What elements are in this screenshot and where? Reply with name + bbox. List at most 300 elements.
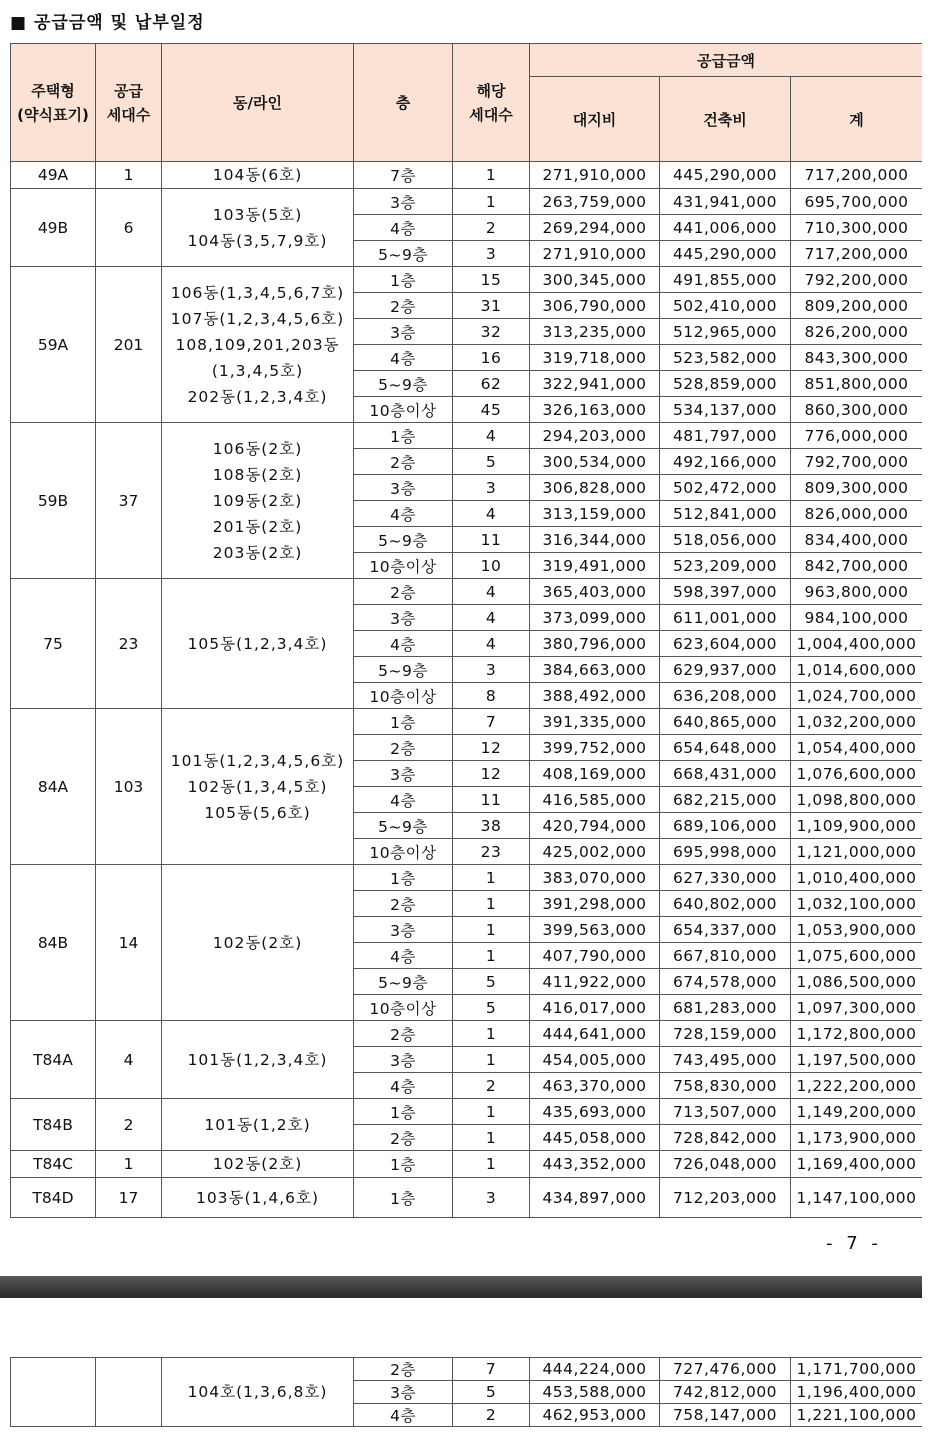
- floor-cell: 4층: [354, 1404, 453, 1427]
- building-price-cell: 431,941,000: [660, 189, 791, 215]
- land-price-cell: 380,796,000: [530, 631, 660, 657]
- floor-cell: 5~9층: [354, 657, 453, 683]
- land-price-cell: 391,298,000: [530, 891, 660, 917]
- building-price-cell: 627,330,000: [660, 865, 791, 891]
- building-price-cell: 726,048,000: [660, 1151, 791, 1178]
- floor-cell: 2층: [354, 293, 453, 319]
- floor-cell: 1층: [354, 1151, 453, 1178]
- floor-cell: 10층이상: [354, 995, 453, 1021]
- building-price-cell: 512,841,000: [660, 501, 791, 527]
- continuation-table: [10, 1357, 923, 1427]
- supply-units-cell: 2: [96, 1099, 162, 1151]
- units-cell: 1: [453, 1021, 530, 1047]
- total-price-cell: 984,100,000: [791, 605, 923, 631]
- building-price-cell: 502,410,000: [660, 293, 791, 319]
- units-cell: 4: [453, 423, 530, 449]
- header-total: 계: [791, 77, 923, 162]
- dong-line-cell: [162, 709, 354, 865]
- dong-line-text: 104동(6호): [212, 166, 303, 184]
- supply-units-cell: 1: [96, 162, 162, 189]
- floor-cell: 5~9층: [354, 371, 453, 397]
- land-price-cell: 416,585,000: [530, 787, 660, 813]
- header-units: 해당 세대수: [453, 44, 530, 162]
- total-price-cell: 792,700,000: [791, 449, 923, 475]
- units-cell: 3: [453, 475, 530, 501]
- housing-type-cell: 84B: [11, 865, 96, 1021]
- table-body: [11, 162, 923, 1218]
- land-price-cell: 462,953,000: [530, 1404, 660, 1427]
- units-cell: 3: [453, 241, 530, 267]
- land-price-cell: 391,335,000: [530, 709, 660, 735]
- building-price-cell: 742,812,000: [660, 1381, 791, 1404]
- units-cell: 11: [453, 787, 530, 813]
- total-price-cell: 1,171,700,000: [791, 1358, 923, 1381]
- housing-type-cell: 59A: [11, 267, 96, 423]
- dong-line-cell: [162, 1151, 354, 1178]
- building-price-cell: 695,998,000: [660, 839, 791, 865]
- dong-line-text: 108,109,201,203동: [175, 335, 340, 354]
- header-dong-line: 동/라인: [162, 44, 354, 162]
- dong-line-text: 106동(2호): [212, 439, 303, 458]
- table-row: [11, 1358, 923, 1381]
- header-supply-price: 공급금액: [530, 44, 923, 77]
- land-price-cell: 300,345,000: [530, 267, 660, 293]
- units-cell: 2: [453, 1404, 530, 1427]
- housing-type-cell: T84B: [11, 1099, 96, 1151]
- land-price-cell: 445,058,000: [530, 1125, 660, 1151]
- dong-line-text: 104동(3,5,7,9호): [187, 231, 328, 250]
- land-price-cell: 453,588,000: [530, 1381, 660, 1404]
- building-price-cell: 758,147,000: [660, 1404, 791, 1427]
- land-price-cell: 294,203,000: [530, 423, 660, 449]
- table-row: [11, 865, 923, 891]
- page-divider: [0, 1276, 926, 1298]
- building-price-cell: 640,802,000: [660, 891, 791, 917]
- land-price-cell: 384,663,000: [530, 657, 660, 683]
- units-cell: 1: [453, 162, 530, 189]
- units-cell: 5: [453, 969, 530, 995]
- dong-line-text: 203동(2호): [212, 543, 303, 562]
- total-price-cell: 842,700,000: [791, 553, 923, 579]
- table-row: [11, 162, 923, 189]
- total-price-cell: 1,032,200,000: [791, 709, 923, 735]
- units-cell: 1: [453, 943, 530, 969]
- building-price-cell: 667,810,000: [660, 943, 791, 969]
- land-price-cell: 271,910,000: [530, 241, 660, 267]
- land-price-cell: 444,641,000: [530, 1021, 660, 1047]
- units-cell: 3: [453, 657, 530, 683]
- building-price-cell: 629,937,000: [660, 657, 791, 683]
- dong-line-text: 105동(1,2,3,4호): [187, 634, 328, 653]
- units-cell: 1: [453, 189, 530, 215]
- units-cell: 1: [453, 1099, 530, 1125]
- total-price-cell: 1,054,400,000: [791, 735, 923, 761]
- total-price-cell: 1,172,800,000: [791, 1021, 923, 1047]
- units-cell: 1: [453, 917, 530, 943]
- building-price-cell: 445,290,000: [660, 162, 791, 189]
- total-price-cell: 843,300,000: [791, 345, 923, 371]
- total-price-cell: 695,700,000: [791, 189, 923, 215]
- section-title: ■ 공급금액 및 납부일정: [10, 13, 205, 33]
- dong-line-text: 101동(1,2,3,4호): [187, 1050, 328, 1069]
- building-price-cell: 523,582,000: [660, 345, 791, 371]
- total-price-cell: 1,024,700,000: [791, 683, 923, 709]
- header-building: 건축비: [660, 77, 791, 162]
- land-price-cell: 316,344,000: [530, 527, 660, 553]
- housing-type-cell: T84A: [11, 1021, 96, 1099]
- land-price-cell: 313,235,000: [530, 319, 660, 345]
- floor-cell: 4층: [354, 215, 453, 241]
- building-price-cell: 534,137,000: [660, 397, 791, 423]
- dong-line-text: 102동(2호): [212, 1155, 303, 1173]
- land-price-cell: 388,492,000: [530, 683, 660, 709]
- total-price-cell: 1,197,500,000: [791, 1047, 923, 1073]
- total-price-cell: 1,014,600,000: [791, 657, 923, 683]
- building-price-cell: 728,159,000: [660, 1021, 791, 1047]
- land-price-cell: 319,718,000: [530, 345, 660, 371]
- building-price-cell: 441,006,000: [660, 215, 791, 241]
- supply-units-cell: 6: [96, 189, 162, 267]
- floor-cell: 5~9층: [354, 241, 453, 267]
- total-price-cell: 851,800,000: [791, 371, 923, 397]
- housing-type-cell: 75: [11, 579, 96, 709]
- land-price-cell: 463,370,000: [530, 1073, 660, 1099]
- header-housing-type: 주택형 (약식표기): [11, 44, 96, 162]
- header-supply-units: 공급 세대수: [96, 44, 162, 162]
- total-price-cell: 1,098,800,000: [791, 787, 923, 813]
- housing-type-cell: T84D: [11, 1178, 96, 1218]
- land-price-cell: 408,169,000: [530, 761, 660, 787]
- land-price-cell: 435,693,000: [530, 1099, 660, 1125]
- land-price-cell: 373,099,000: [530, 605, 660, 631]
- dong-line-text: 103동(5호): [212, 205, 303, 224]
- floor-cell: 2층: [354, 1021, 453, 1047]
- land-price-cell: 411,922,000: [530, 969, 660, 995]
- units-cell: 4: [453, 579, 530, 605]
- units-cell: 2: [453, 215, 530, 241]
- floor-cell: 3층: [354, 917, 453, 943]
- floor-cell: 3층: [354, 319, 453, 345]
- land-price-cell: 383,070,000: [530, 865, 660, 891]
- units-cell: 31: [453, 293, 530, 319]
- floor-cell: 1층: [354, 267, 453, 293]
- land-price-cell: 399,752,000: [530, 735, 660, 761]
- supply-units-cell: 17: [96, 1178, 162, 1218]
- total-price-cell: 710,300,000: [791, 215, 923, 241]
- units-cell: 32: [453, 319, 530, 345]
- total-price-cell: 1,121,000,000: [791, 839, 923, 865]
- dong-line-text: 108동(2호): [212, 465, 303, 484]
- land-price-cell: 263,759,000: [530, 189, 660, 215]
- floor-cell: 2층: [354, 579, 453, 605]
- units-cell: 5: [453, 995, 530, 1021]
- table-row: [11, 1021, 923, 1047]
- dong-line-cell: [162, 865, 354, 1021]
- units-cell: 8: [453, 683, 530, 709]
- units-cell: 4: [453, 631, 530, 657]
- building-price-cell: 598,397,000: [660, 579, 791, 605]
- land-price-cell: 300,534,000: [530, 449, 660, 475]
- page-number: - 7 -: [826, 1233, 882, 1254]
- land-price-cell: 326,163,000: [530, 397, 660, 423]
- building-price-cell: 668,431,000: [660, 761, 791, 787]
- building-price-cell: 654,337,000: [660, 917, 791, 943]
- supply-units-cell: [96, 1358, 162, 1427]
- floor-cell: 1층: [354, 1178, 453, 1218]
- supply-price-table: [10, 43, 923, 1218]
- building-price-cell: 445,290,000: [660, 241, 791, 267]
- building-price-cell: 743,495,000: [660, 1047, 791, 1073]
- supply-units-cell: 37: [96, 423, 162, 579]
- units-cell: 7: [453, 709, 530, 735]
- total-price-cell: 1,173,900,000: [791, 1125, 923, 1151]
- dong-line-text: 101동(1,2,3,4,5,6호): [170, 751, 345, 770]
- floor-cell: 1층: [354, 709, 453, 735]
- housing-type-cell: [11, 1358, 96, 1427]
- land-price-cell: 444,224,000: [530, 1358, 660, 1381]
- floor-cell: 4층: [354, 345, 453, 371]
- total-price-cell: 1,075,600,000: [791, 943, 923, 969]
- dong-line-text: 202동(1,2,3,4호): [187, 387, 328, 406]
- building-price-cell: 502,472,000: [660, 475, 791, 501]
- floor-cell: 5~9층: [354, 527, 453, 553]
- total-price-cell: 809,200,000: [791, 293, 923, 319]
- units-cell: 62: [453, 371, 530, 397]
- land-price-cell: 306,828,000: [530, 475, 660, 501]
- total-price-cell: 776,000,000: [791, 423, 923, 449]
- total-price-cell: 1,169,400,000: [791, 1151, 923, 1178]
- building-price-cell: 682,215,000: [660, 787, 791, 813]
- land-price-cell: 313,159,000: [530, 501, 660, 527]
- total-price-cell: 717,200,000: [791, 162, 923, 189]
- units-cell: 16: [453, 345, 530, 371]
- floor-cell: 3층: [354, 605, 453, 631]
- land-price-cell: 407,790,000: [530, 943, 660, 969]
- floor-cell: 4층: [354, 787, 453, 813]
- units-cell: 5: [453, 1381, 530, 1404]
- total-price-cell: 1,004,400,000: [791, 631, 923, 657]
- table-row: [11, 1151, 923, 1178]
- supply-units-cell: 201: [96, 267, 162, 423]
- dong-line-text: (1,3,4,5호): [211, 361, 304, 380]
- land-price-cell: 434,897,000: [530, 1178, 660, 1218]
- land-price-cell: 416,017,000: [530, 995, 660, 1021]
- dong-line-cell: [162, 423, 354, 579]
- housing-type-cell: T84C: [11, 1151, 96, 1178]
- floor-cell: 1층: [354, 1099, 453, 1125]
- building-price-cell: 611,001,000: [660, 605, 791, 631]
- header-land: 대지비: [530, 77, 660, 162]
- total-price-cell: 860,300,000: [791, 397, 923, 423]
- total-price-cell: 826,200,000: [791, 319, 923, 345]
- floor-cell: 5~9층: [354, 813, 453, 839]
- total-price-cell: 1,221,100,000: [791, 1404, 923, 1427]
- total-price-cell: 834,400,000: [791, 527, 923, 553]
- land-price-cell: 454,005,000: [530, 1047, 660, 1073]
- dong-line-cell: [162, 267, 354, 423]
- dong-line-text: 102동(2호): [212, 933, 303, 952]
- dong-line-text: 104호(1,3,6,8호): [187, 1383, 328, 1401]
- building-price-cell: 492,166,000: [660, 449, 791, 475]
- total-price-cell: 1,032,100,000: [791, 891, 923, 917]
- floor-cell: 2층: [354, 1125, 453, 1151]
- floor-cell: 3층: [354, 189, 453, 215]
- total-price-cell: 1,109,900,000: [791, 813, 923, 839]
- housing-type-cell: 84A: [11, 709, 96, 865]
- building-price-cell: 713,507,000: [660, 1099, 791, 1125]
- land-price-cell: 365,403,000: [530, 579, 660, 605]
- dong-line-text: 106동(1,3,4,5,6,7호): [170, 283, 345, 302]
- building-price-cell: 640,865,000: [660, 709, 791, 735]
- dong-line-text: 102동(1,3,4,5호): [187, 777, 328, 796]
- supply-units-cell: 14: [96, 865, 162, 1021]
- floor-cell: 1층: [354, 423, 453, 449]
- building-price-cell: 654,648,000: [660, 735, 791, 761]
- table-row: [11, 1178, 923, 1218]
- floor-cell: 3층: [354, 761, 453, 787]
- building-price-cell: 512,965,000: [660, 319, 791, 345]
- land-price-cell: 420,794,000: [530, 813, 660, 839]
- units-cell: 12: [453, 735, 530, 761]
- building-price-cell: 758,830,000: [660, 1073, 791, 1099]
- table-row: [11, 1099, 923, 1125]
- units-cell: 45: [453, 397, 530, 423]
- building-price-cell: 674,578,000: [660, 969, 791, 995]
- land-price-cell: 306,790,000: [530, 293, 660, 319]
- floor-cell: 3층: [354, 1047, 453, 1073]
- land-price-cell: 271,910,000: [530, 162, 660, 189]
- building-price-cell: 523,209,000: [660, 553, 791, 579]
- dong-line-text: 101동(1,2호): [204, 1115, 311, 1134]
- dong-line-cell: [162, 162, 354, 189]
- floor-cell: 4층: [354, 1073, 453, 1099]
- units-cell: 1: [453, 1151, 530, 1178]
- total-price-cell: 792,200,000: [791, 267, 923, 293]
- total-price-cell: 1,053,900,000: [791, 917, 923, 943]
- total-price-cell: 1,097,300,000: [791, 995, 923, 1021]
- floor-cell: 3층: [354, 1381, 453, 1404]
- land-price-cell: 425,002,000: [530, 839, 660, 865]
- floor-cell: 10층이상: [354, 683, 453, 709]
- floor-cell: 2층: [354, 449, 453, 475]
- building-price-cell: 636,208,000: [660, 683, 791, 709]
- table-row: [11, 189, 923, 215]
- units-cell: 5: [453, 449, 530, 475]
- header-floor: 층: [354, 44, 453, 162]
- floor-cell: 4층: [354, 501, 453, 527]
- housing-type-cell: 49B: [11, 189, 96, 267]
- table-row: [11, 579, 923, 605]
- units-cell: 3: [453, 1178, 530, 1218]
- units-cell: 38: [453, 813, 530, 839]
- units-cell: 1: [453, 1047, 530, 1073]
- total-price-cell: 717,200,000: [791, 241, 923, 267]
- dong-line-text: 109동(2호): [212, 491, 303, 510]
- land-price-cell: 322,941,000: [530, 371, 660, 397]
- table-row: [11, 709, 923, 735]
- floor-cell: 7층: [354, 162, 453, 189]
- land-price-cell: 399,563,000: [530, 917, 660, 943]
- floor-cell: 5~9층: [354, 969, 453, 995]
- units-cell: 4: [453, 501, 530, 527]
- dong-line-cell: [162, 1358, 354, 1427]
- units-cell: 1: [453, 1125, 530, 1151]
- units-cell: 4: [453, 605, 530, 631]
- floor-cell: 10층이상: [354, 553, 453, 579]
- table-row: [11, 423, 923, 449]
- units-cell: 23: [453, 839, 530, 865]
- supply-units-cell: 4: [96, 1021, 162, 1099]
- units-cell: 1: [453, 891, 530, 917]
- total-price-cell: 1,086,500,000: [791, 969, 923, 995]
- building-price-cell: 727,476,000: [660, 1358, 791, 1381]
- land-price-cell: 443,352,000: [530, 1151, 660, 1178]
- building-price-cell: 712,203,000: [660, 1178, 791, 1218]
- units-cell: 7: [453, 1358, 530, 1381]
- building-price-cell: 728,842,000: [660, 1125, 791, 1151]
- total-price-cell: 1,149,200,000: [791, 1099, 923, 1125]
- total-price-cell: 1,010,400,000: [791, 865, 923, 891]
- dong-line-text: 103동(1,4,6호): [195, 1188, 320, 1207]
- building-price-cell: 491,855,000: [660, 267, 791, 293]
- units-cell: 15: [453, 267, 530, 293]
- table-row: [11, 267, 923, 293]
- total-price-cell: 809,300,000: [791, 475, 923, 501]
- continuation-body: [11, 1358, 923, 1427]
- total-price-cell: 1,196,400,000: [791, 1381, 923, 1404]
- units-cell: 1: [453, 865, 530, 891]
- dong-line-text: 105동(5,6호): [204, 803, 311, 822]
- dong-line-cell: [162, 1178, 354, 1218]
- dong-line-text: 107동(1,2,3,4,5,6호): [170, 309, 345, 328]
- total-price-cell: 1,076,600,000: [791, 761, 923, 787]
- building-price-cell: 481,797,000: [660, 423, 791, 449]
- land-price-cell: 269,294,000: [530, 215, 660, 241]
- supply-units-cell: 1: [96, 1151, 162, 1178]
- dong-line-cell: [162, 1099, 354, 1151]
- units-cell: 10: [453, 553, 530, 579]
- dong-line-cell: [162, 189, 354, 267]
- building-price-cell: 623,604,000: [660, 631, 791, 657]
- units-cell: 11: [453, 527, 530, 553]
- floor-cell: 10층이상: [354, 397, 453, 423]
- building-price-cell: 681,283,000: [660, 995, 791, 1021]
- housing-type-cell: 49A: [11, 162, 96, 189]
- floor-cell: 1층: [354, 865, 453, 891]
- building-price-cell: 689,106,000: [660, 813, 791, 839]
- supply-units-cell: 103: [96, 709, 162, 865]
- supply-units-cell: 23: [96, 579, 162, 709]
- right-margin: [922, 43, 940, 1443]
- units-cell: 12: [453, 761, 530, 787]
- total-price-cell: 1,222,200,000: [791, 1073, 923, 1099]
- floor-cell: 2층: [354, 891, 453, 917]
- housing-type-cell: 59B: [11, 423, 96, 579]
- total-price-cell: 963,800,000: [791, 579, 923, 605]
- building-price-cell: 518,056,000: [660, 527, 791, 553]
- land-price-cell: 319,491,000: [530, 553, 660, 579]
- dong-line-cell: [162, 579, 354, 709]
- total-price-cell: 1,147,100,000: [791, 1178, 923, 1218]
- building-price-cell: 528,859,000: [660, 371, 791, 397]
- dong-line-cell: [162, 1021, 354, 1099]
- floor-cell: 2층: [354, 735, 453, 761]
- floor-cell: 10층이상: [354, 839, 453, 865]
- units-cell: 2: [453, 1073, 530, 1099]
- floor-cell: 4층: [354, 631, 453, 657]
- dong-line-text: 201동(2호): [212, 517, 303, 536]
- floor-cell: 3층: [354, 475, 453, 501]
